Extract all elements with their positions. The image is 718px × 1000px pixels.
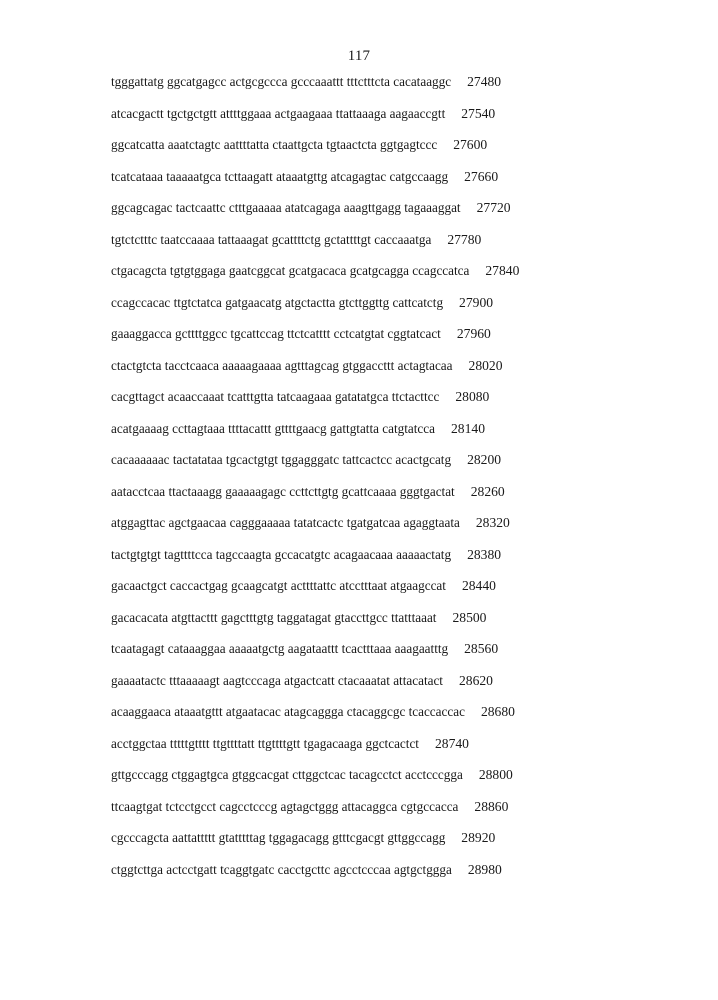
sequence-text: ttcaagtgat tctcctgcct cagcctcccg agtagctggg attacaggca cgtgccacca bbox=[111, 798, 459, 814]
sequence-line bbox=[111, 106, 631, 138]
sequence-position: 28140 bbox=[451, 420, 485, 436]
sequence-text: acatgaaaag ccttagtaaa ttttacattt gttttgaacg gattgtatta catgtatcca bbox=[111, 420, 435, 436]
sequence-position: 27480 bbox=[467, 74, 502, 89]
sequence-line bbox=[111, 704, 631, 736]
sequence-line bbox=[111, 137, 631, 169]
sequence-position: 27660 bbox=[464, 168, 499, 184]
sequence-position: 28980 bbox=[467, 861, 502, 877]
sequence-text: ggcatcatta aaatctagtc aattttatta ctaattgcta tgtaactcta ggtgagtccc bbox=[111, 137, 438, 152]
sequence-line bbox=[111, 295, 631, 327]
sequence-line bbox=[111, 578, 631, 610]
sequence-text: cgcccagcta aattattttt gtatttttag tggagacagg gtttcgacgt gttggccagg bbox=[111, 830, 446, 845]
sequence-line bbox=[111, 200, 631, 232]
sequence-position: 27960 bbox=[456, 326, 491, 341]
sequence-position: 27900 bbox=[459, 294, 494, 310]
sequence-text: ctggtcttga actcctgatt tcaggtgatc cacctgcttc agcctcccaa agtgctggga bbox=[111, 861, 452, 877]
sequence-line bbox=[111, 862, 631, 894]
sequence-text: tgtctctttc taatccaaaa tattaaagat gcattttctg gctattttgt caccaaatga bbox=[111, 231, 432, 247]
sequence-text: ggcagcagac tactcaattc ctttgaaaaa atatcagaga aaagttgagg tagaaaggat bbox=[111, 200, 461, 215]
sequence-line bbox=[111, 767, 631, 799]
sequence-line bbox=[111, 547, 631, 579]
sequence-text: gacaactgct caccactgag gcaagcatgt acttttattc atcctttaat atgaagccat bbox=[111, 578, 446, 593]
sequence-position: 27840 bbox=[485, 263, 520, 278]
sequence-text: acctggctaa tttttgtttt ttgttttatt ttgttttgtt tgagacaaga ggctcactct bbox=[111, 735, 419, 751]
sequence-position: 28500 bbox=[452, 609, 487, 625]
sequence-line bbox=[111, 830, 631, 862]
sequence-line bbox=[111, 232, 631, 264]
sequence-position: 28680 bbox=[480, 704, 515, 719]
sequence-position: 28260 bbox=[470, 483, 505, 499]
sequence-line bbox=[111, 452, 631, 484]
sequence-position: 27780 bbox=[447, 231, 482, 247]
sequence-text: atggagttac agctgaacaa cagggaaaaa tatatcactc tgatgatcaa agaggtaata bbox=[111, 515, 460, 530]
sequence-text: tactgtgtgt tagttttcca tagccaagta gccacatgtc acagaacaaa aaaaactatg bbox=[111, 546, 452, 562]
sequence-position: 28800 bbox=[478, 767, 513, 782]
sequence-text: gttgcccagg ctggagtgca gtggcacgat cttggctcac tacagcctct acctcccgga bbox=[111, 767, 463, 782]
sequence-position: 27720 bbox=[476, 200, 511, 215]
sequence-text: tcaatagagt cataaaggaa aaaaatgctg aagataattt tcactttaaa aaagaatttg bbox=[111, 641, 449, 656]
sequence-line bbox=[111, 799, 631, 831]
sequence-text: ctgacagcta tgtgtggaga gaatcggcat gcatgacaca gcatgcagga ccagccatca bbox=[111, 263, 470, 278]
sequence-line bbox=[111, 641, 631, 673]
sequence-line bbox=[111, 326, 631, 358]
sequence-position: 28020 bbox=[468, 357, 503, 373]
sequence-text: ccagccacac ttgtctatca gatgaacatg atgctactta gtcttggttg cattcatctg bbox=[111, 294, 444, 310]
sequence-text: cacaaaaaac tactatataa tgcactgtgt tggagggatc tattcactcc acactgcatg bbox=[111, 452, 452, 467]
sequence-position: 27540 bbox=[461, 105, 496, 121]
sequence-text: acaaggaaca ataaatgttt atgaatacac atagcaggga ctacaggcgc tcaccaccac bbox=[111, 704, 465, 719]
sequence-text: gacacacata atgttacttt gagctttgtg taggatagat gtaccttgcc ttatttaaat bbox=[111, 609, 437, 625]
sequence-text: aatacctcaa ttactaaagg gaaaaagagc ccttcttgtg gcattcaaaa gggtgactat bbox=[111, 483, 455, 499]
page-number: 117 bbox=[347, 48, 371, 64]
sequence-line bbox=[111, 74, 631, 106]
sequence-position: 28380 bbox=[467, 546, 502, 562]
sequence-position: 28080 bbox=[455, 389, 490, 404]
sequence-position: 28920 bbox=[461, 830, 496, 845]
sequence-position: 28440 bbox=[461, 578, 496, 593]
sequence-line bbox=[111, 263, 631, 295]
sequence-position: 28200 bbox=[467, 452, 502, 467]
sequence-text: gaaaggacca gcttttggcc tgcattccag ttctcatttt cctcatgtat cggtatcact bbox=[111, 326, 441, 341]
sequence-line bbox=[111, 673, 631, 705]
sequence-line bbox=[111, 358, 631, 390]
sequence-line bbox=[111, 610, 631, 642]
sequence-text: tcatcataaa taaaaatgca tcttaagatt ataaatgttg atcagagtac catgccaagg bbox=[111, 168, 449, 184]
sequence-position: 28620 bbox=[458, 672, 493, 688]
sequence-line bbox=[111, 169, 631, 201]
sequence-line bbox=[111, 515, 631, 547]
sequence-line bbox=[111, 736, 631, 768]
sequence-line bbox=[111, 389, 631, 421]
sequence-line bbox=[111, 421, 631, 453]
sequence-position: 28320 bbox=[475, 515, 510, 530]
sequence-listing bbox=[111, 74, 631, 893]
sequence-position: 27600 bbox=[453, 137, 488, 152]
sequence-text: atcacgactt tgctgctgtt attttggaaa actgaagaaa ttattaaaga aagaaccgtt bbox=[111, 105, 446, 121]
sequence-position: 28860 bbox=[474, 798, 509, 814]
sequence-position: 28560 bbox=[464, 641, 499, 656]
sequence-position: 28740 bbox=[434, 735, 469, 751]
sequence-text: gaaaatactc tttaaaaagt aagtcccaga atgactcatt ctacaaatat attacatact bbox=[111, 672, 443, 688]
sequence-text: ctactgtcta tacctcaaca aaaaagaaaa agtttagcag gtggaccttt actagtacaa bbox=[111, 357, 453, 373]
sequence-line bbox=[111, 484, 631, 516]
sequence-text: tgggattatg ggcatgagcc actgcgccca gcccaaattt tttctttcta cacataaggc bbox=[111, 74, 452, 89]
sequence-text: cacgttagct acaaccaaat tcatttgtta tatcaagaaa gatatatgca ttctacttcc bbox=[111, 389, 440, 404]
